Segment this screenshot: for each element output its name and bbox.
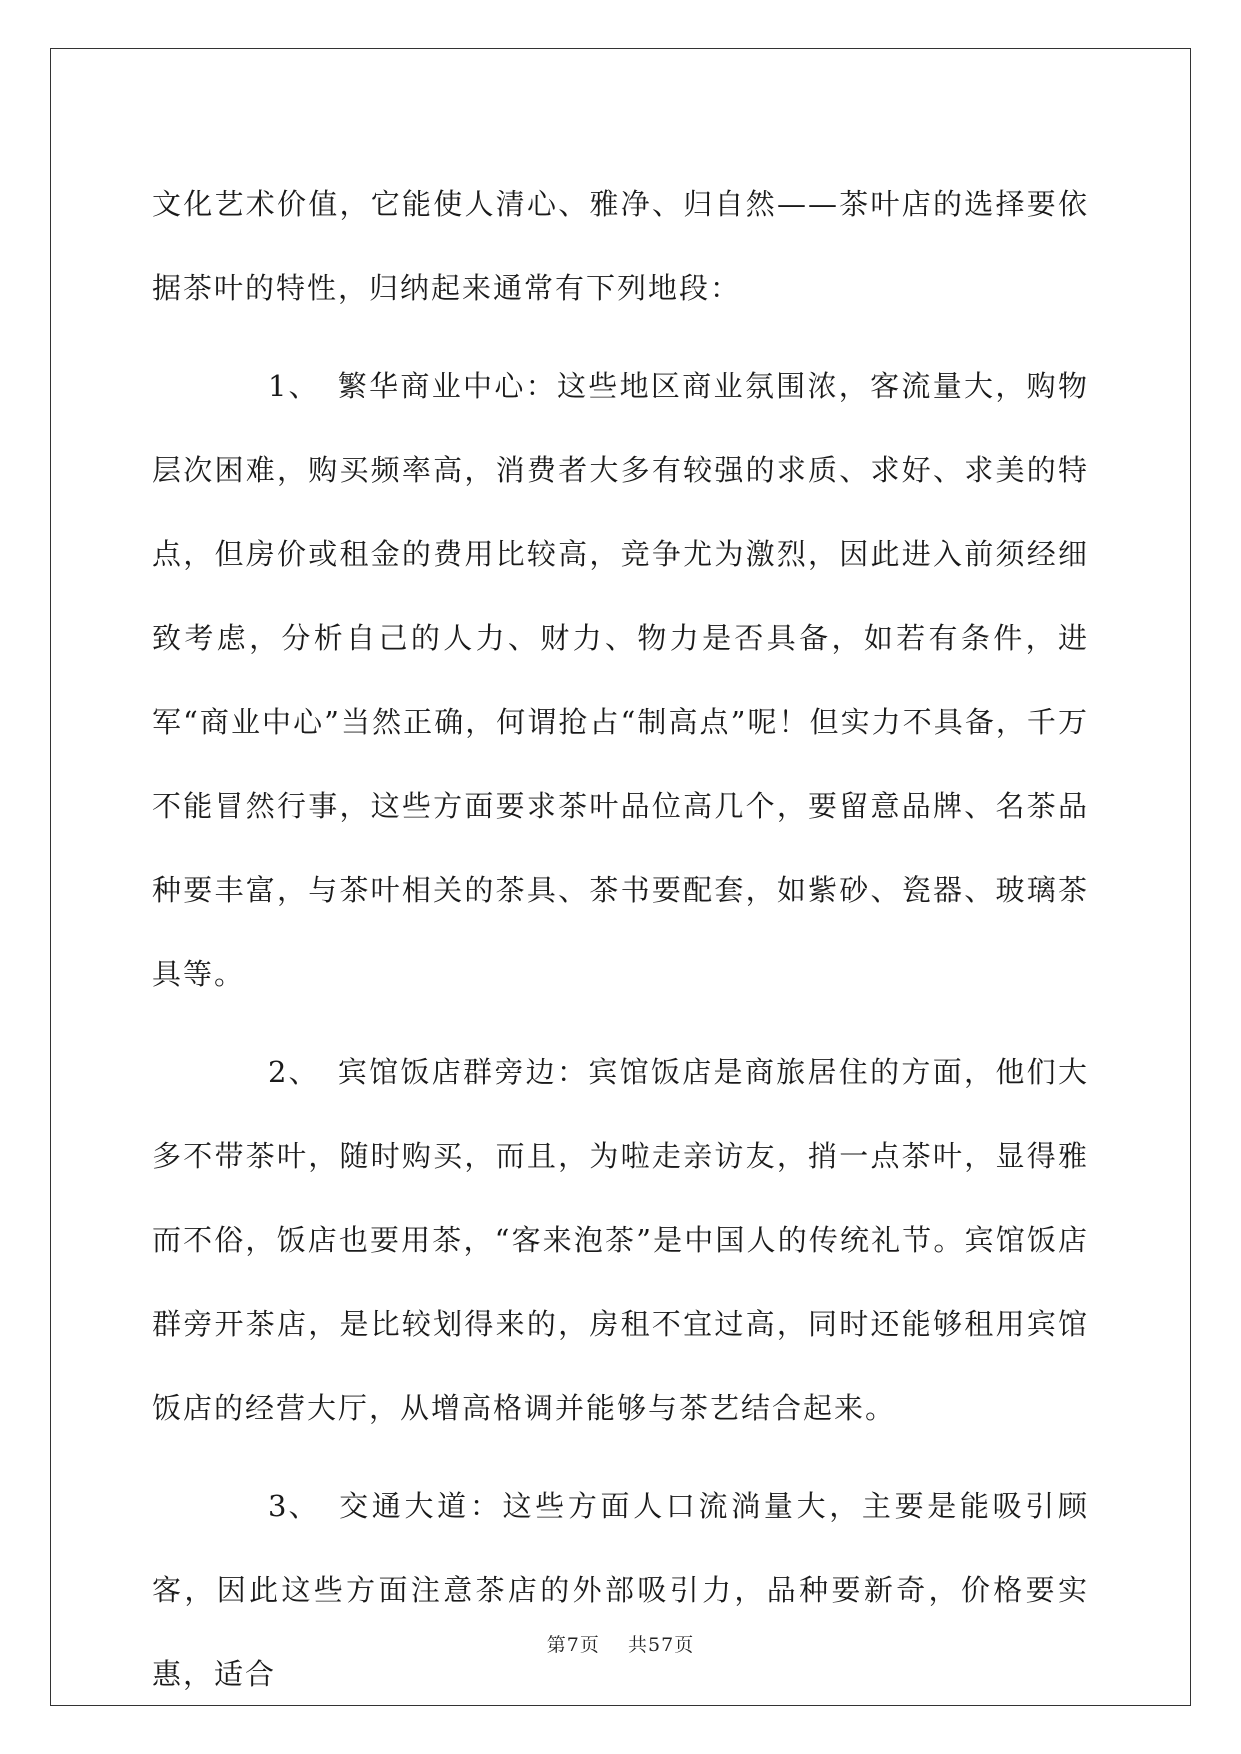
list-number: 2、 [268,1055,320,1089]
document-body [152,162,1089,1730]
total-pages-number: 57 [648,1634,675,1656]
list-item-3 [152,1464,1089,1716]
current-page-suffix: 页 [579,1634,600,1656]
paragraph-text: 文化艺术价值，它能使人清心、雅净、归自然——茶叶店的选择要依据茶叶的特性，归纳起来通常有下列地段： [152,187,1089,305]
list-item-text: 交通大道：这些方面人口流淌量大，主要是能吸引顾客，因此这些方面注意茶店的外部吸引力，品种要新奇，价格要实惠，适合 [152,1489,1089,1691]
list-item-2 [152,1030,1089,1450]
paragraph-continuation [152,162,1089,330]
list-item-text: 繁华商业中心：这些地区商业氛围浓，客流量大，购物层次困难，购买频率高，消费者大多有较强的求质、求好、求美的特点，但房价或租金的费用比较高，竞争尤为激烈，因此进入前须经细致考虑，分析自己的人力、财力、物力是否具备，如若有条件，进军“商业中心”当然正确，何谓抢占“制高点”呢！但实力不具备，千万不能冒然行事，这些方面要求茶叶品位高几个，要留意品牌、名茶品种要丰富，与茶叶相关的茶具、茶书要配套，如紫砂、瓷器、玻璃茶具等。 [152,369,1089,991]
list-item-text: 宾馆饭店群旁边：宾馆饭店是商旅居住的方面，他们大多不带茶叶，随时购买，而且，为啦走亲访友，捎一点茶叶，显得雅而不俗，饭店也要用茶，“客来泡茶”是中国人的传统礼节。宾馆饭店群旁开茶店，是比较划得来的，房租不宜过高，同时还能够租用宾馆饭店的经营大厅，从增高格调并能够与茶艺结合起来。 [152,1055,1089,1425]
list-number: 1、 [268,369,320,403]
current-page-number: 7 [566,1634,580,1656]
page-footer [0,1630,1241,1657]
list-item-1 [152,344,1089,1016]
total-pages-prefix: 共 [628,1634,649,1656]
total-pages-suffix: 页 [674,1634,695,1656]
current-page-prefix: 第 [546,1634,567,1656]
list-number: 3、 [268,1489,320,1523]
